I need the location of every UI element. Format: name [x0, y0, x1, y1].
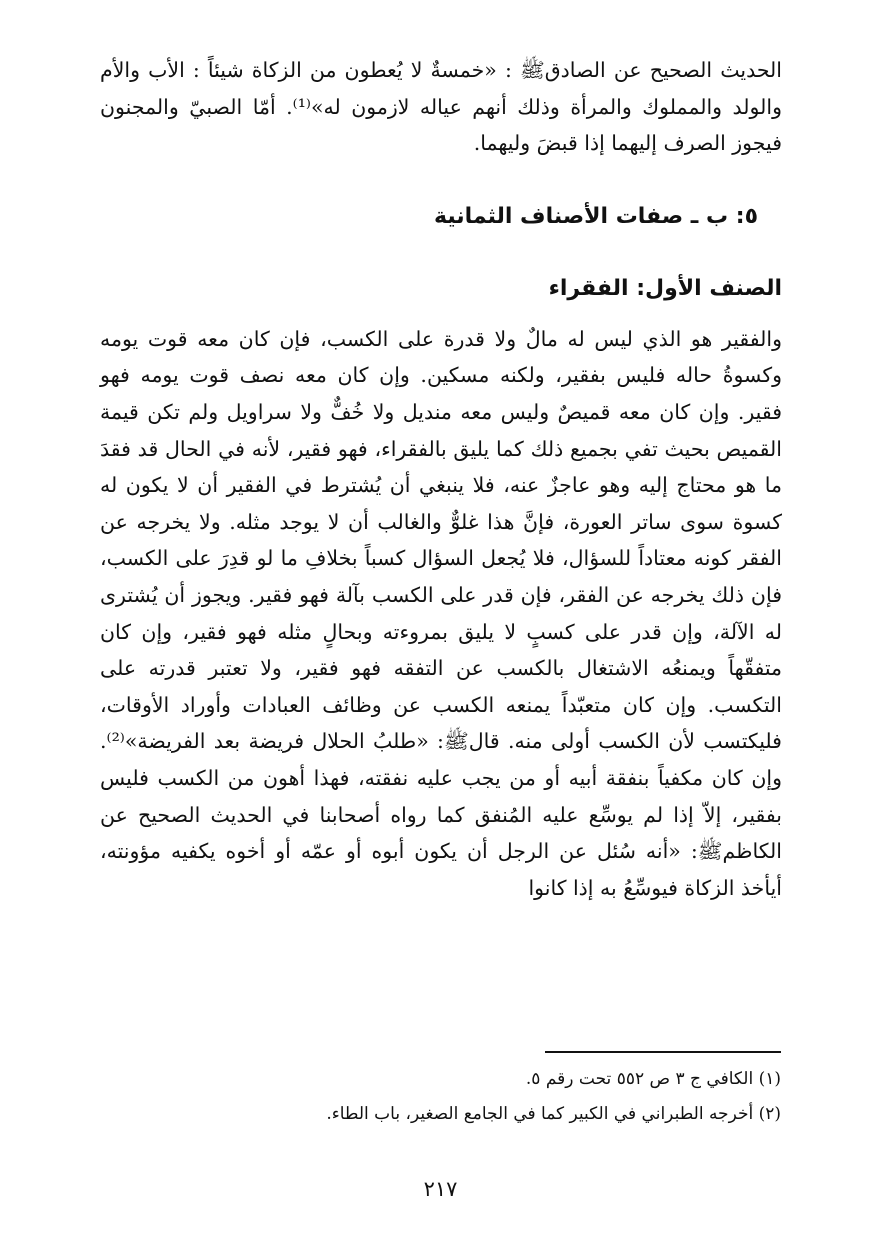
footnotes — [99, 1062, 781, 1132]
page-number: ٢١٧ — [423, 1177, 458, 1201]
intro-paragraph: الحديث الصحيح عن الصادقﷺ : «خمسةٌ لا يُعطون من الزكاة شيئاً : الأب والأم والولد والمملوك والمرأة وذلك أنهم عياله لازمون له»⁽¹⁾. أمّا الصبيّ والمجنون فيجوز الصرف إليهما إذا قبضَ وليهما. — [100, 58, 782, 156]
footnote-2: (٢) أخرجه الطبراني في الكبير كما في الجامع الصغير، باب الطاء. — [326, 1104, 781, 1124]
subheading: الصنف الأول: الفقراء — [548, 275, 782, 301]
footnote-1: (١) الكافي ج ٣ ص ٥٥٢ تحت رقم ٥. — [525, 1069, 781, 1089]
footnote-divider — [545, 1051, 781, 1053]
main-paragraph: والفقير هو الذي ليس له مالٌ ولا قدرة على الكسب، فإن كان معه قوت يومه وكسوةُ حاله فليس بفقير، ولكنه مسكين. وإن كان معه نصف قوت يومه فهو فقير. وإن كان معه قميصٌ وليس معه منديل ولا خُفٌّ ولا سراويل ولم تكن قيمة القميص بحيث تفي بجميع ذلك كما يليق بالفقراء، فهو فقير، لأنه في الحال قد فقدَ ما هو محتاج إليه وهو عاجزٌ عنه، فلا ينبغي أن يُشترط في الفقير أن لا يكون له كسوة سوى ساتر العورة، فإنَّ هذا غلوٌّ والغالب أن لا يوجد مثله. ولا يخرجه عن الفقر كونه معتاداً للسؤال، فلا يُجعل السؤال كسباً بخلافِ ما لو قدِرَ على الكسب، فإن ذلك يخرجه عن الفقر، فإن قدر على الكسب بآلة فهو فقير. ويجوز أن يُشترى له الآلة، وإن قدر على كسبٍ لا يليق بمروءته وبحالٍ مثله فهو فقير، وإن كان متفقّهاً ويمنعُه الاشتغال بالكسب عن التفقه فهو فقير، ولا تعتبر قدرته على التكسب. وإن كان متعبّداً يمنعه الكسب عن وظائف العبادات وأوراد الأوقات، فليكتسب لأن الكسب أولى منه. قالﷺ: «طلبُ الحلال فريضة بعد الفريضة»⁽²⁾. وإن كان مكفياً بنفقة أبيه أو من يجب عليه نفقته، فهذا أهون من الكسب فليس بفقير، إلاّ إذا لم يوسِّع عليه المُنفق كما رواه أصحابنا في الحديث الصحيح عن الكاظمﷺ: «أنه سُئل عن الرجل أن يكون أبوه أو عمّه أو أخوه يكفيه مؤونته، أيأخذ الزكاة فيوسِّعُ به إذا كانوا — [100, 326, 782, 900]
section-heading: ٥: ب ـ صفات الأصناف الثمانية — [434, 203, 758, 229]
page-body — [100, 52, 782, 906]
